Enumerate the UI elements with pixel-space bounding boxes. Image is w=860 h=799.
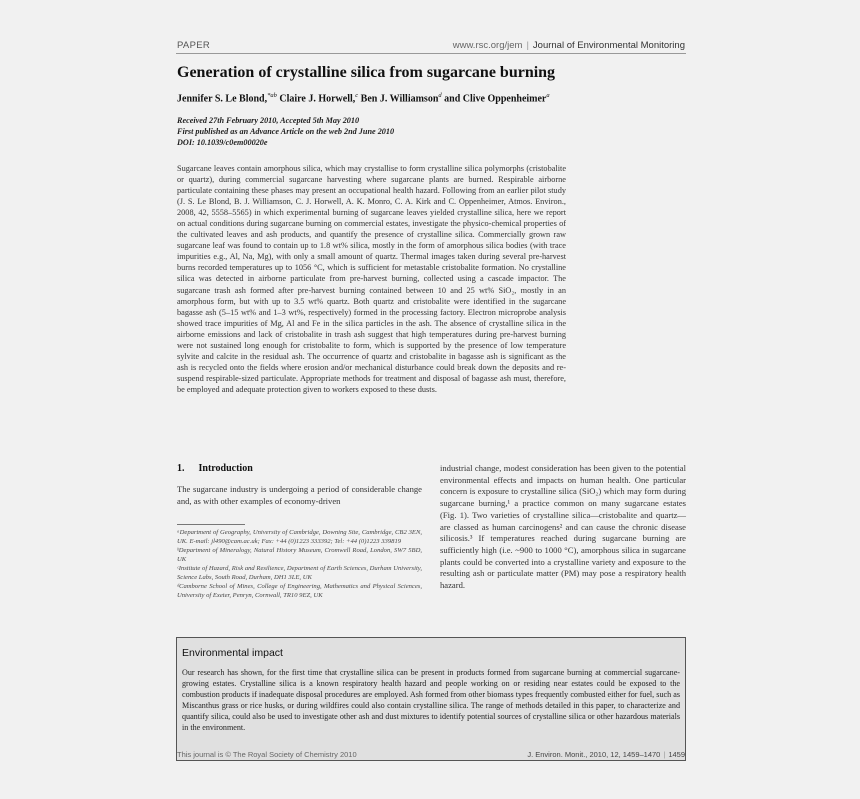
author-4: and Clive Oppenheimer [444, 93, 547, 105]
footnote-b: ᵇDepartment of Mineralogy, Natural History Museum, Cromwell Road, London, SW7 5BD, UK [177, 547, 422, 563]
footnote-a: ᵃDepartment of Geography, University of Cambridge, Downing Site, Cambridge, CB2 3EN, UK. E-mail: jl490@cam.ac.uk; Fax: +44 (0)1223 333392; Tel: +44 (0)1223 339819 [177, 529, 422, 545]
first-published-date: First published as an Advance Article on the web 2nd June 2010 [177, 127, 395, 136]
publication-dates [177, 115, 394, 148]
section-title: Introduction [198, 463, 253, 474]
author-2-affil: c [355, 92, 359, 99]
introduction-left-text: The sugarcane industry is undergoing a period of considerable change and, as with other examples of economy-driven [177, 484, 422, 506]
received-date: Received 27th February 2010, Accepted 5th May 2010 [177, 116, 360, 125]
journal-url[interactable]: www.rsc.org/jem [452, 40, 523, 51]
article-title: Generation of crystalline silica from sugarcane burning [177, 64, 556, 81]
footnote-c: ᶜInstitute of Hazard, Risk and Resilience, Department of Earth Sciences, Durham University, Science Labs, South Road, Durham, DH1 3LE, UK [177, 565, 422, 581]
journal-header: www.rsc.org/jem | Journal of Environmental Monitoring [452, 40, 685, 51]
author-1: Jennifer S. Le Blond, [177, 93, 268, 105]
header-rule [176, 53, 686, 54]
author-1-affil: *ab [267, 92, 277, 99]
author-3-affil: d [438, 92, 442, 99]
introduction-right-text: industrial change, modest consideration has been given to the potential environmental effects and impacts on human health. One particular concern is exposure to crystalline silica (SiO₂) which may form during sugarcane burning,¹ a practice common on many sugarcane estates (Fig. 1). Two varieties of crystalline silica—cristobalite and quartz—are classed as human carcinogens² and can cause the chronic disease silicosis.³ If temperatures reached during sugarcane burning are sufficiently high (i.e. ~900 to 1000 °C), amorphous silica in sugarcane plants could be converted into a crystalline variety and exposure to the resulting ash or particulate matter (PM) may pose a respiratory health hazard. [440, 463, 686, 591]
citation-footer: J. Environ. Monit., 2010, 12, 1459–1470 | 1459 [527, 750, 685, 759]
page-number: 1459 [668, 750, 685, 759]
author-4-affil: a [546, 92, 550, 99]
doi[interactable]: DOI: 10.1039/c0em00020e [177, 138, 268, 147]
environmental-impact-title: Environmental impact [182, 647, 283, 659]
footnote-rule [177, 524, 245, 525]
abstract: Sugarcane leaves contain amorphous silica, which may crystallise to form crystalline silica polymorphs (cristobalite or quartz), during commercial sugarcane harvesting where sugarcane plants are burned. Respirable airborne particulate containing these phases may present an occupational health hazard. Following from an earlier pilot study (J. S. Le Blond, B. J. Williamson, C. J. Horwell, A. K. Monro, C. A. Kirk and C. Oppenheimer, Atmos. Environ., 2008, 42, 5558–5565) in which experimental burning of sugarcane leaves yielded crystalline silica, here we report on actual conditions during sugarcane burning on commercial estates, investigate the physico-chemical properties of the cultivated leaves and ash products, and quantify the presence of crystalline silica. Commercially grown raw sugarcane leaf was found to contain up to 1.8 wt% silica, mostly in the form of amorphous silica bodies (with trace impurities e.g., Al, Na, Mg), with only a small amount of quartz. Thermal images taken during several pre-harvest burns recorded temperatures up to 1056 °C, which is sufficient for metastable cristobalite formation. No crystalline silica was detected in airborne particulate from pre-harvest burning, collected using a cascade impactor. The sugarcane trash ash formed after pre-harvest burning contained between 10 and 25 wt% SiO₂, mostly in an amorphous form, but with up to 3.5 wt% quartz. Both quartz and cristobalite were identified in the sugarcane bagasse ash (5–15 wt% and 1–3 wt%, respectively) formed in the processing factory. Electron microprobe analysis showed trace impurities of Mg, Al and Fe in the silica particles in the ash. The absence of crystalline silica in the airborne emissions and lack of cristobalite in trash ash suggest that high temperatures during pre-harvest burning were not sustained long enough for cristobalite to form, which is supported by the presence of low temperature sylvite and calcite in the residual ash. The occurrence of quartz and cristobalite in bagasse ash is significant as the ash is recycled onto the fields where erosion and/or mechanical disturbance could break down the deposits and re-suspend respirable-sized particulate. Appropriate methods for treatment and disposal of bagasse ash must, therefore, be employed and adequate protection given to workers exposed to these dusts. [177, 164, 566, 394]
section-label: PAPER [177, 40, 211, 51]
author-list [177, 92, 687, 104]
section-number: 1. [177, 463, 185, 474]
section-heading-introduction [177, 463, 422, 474]
author-3: Ben J. Williamson [360, 93, 439, 105]
environmental-impact-box [176, 637, 686, 761]
copyright-footer: This journal is © The Royal Society of Chemistry 2010 [177, 750, 357, 759]
environmental-impact-text: Our research has shown, for the first time that crystalline silica can be present in products formed from sugarcane burning at commercial sugarcane-growing estates. Crystalline silica is a known respiratory health hazard and people working on or residing near estates could be exposed to the combustion products if inadequate disposal procedures are employed. Ash formed from other biomass types frequently combusted either for fuel, such as Miscanthus grass or rice husks, or during wildfires could also contain crystalline silica. The range of methods detailed in this paper, to characterize and quantify silica, could also be used to investigate other ash and dust mixtures to identify potential sources of crystalline silica or other hazardous materials in the environment. [182, 668, 680, 733]
left-column [177, 463, 422, 507]
footnote-d: ᵈCamborne School of Mines, College of Engineering, Mathematics and Physical Sciences, University of Exeter, Penryn, Cornwall, TR10 9EZ, UK [177, 583, 422, 600]
journal-name: Journal of Environmental Monitoring [532, 40, 685, 51]
affiliation-footnotes [177, 529, 422, 601]
citation: J. Environ. Monit., 2010, 12, 1459–1470 [527, 750, 661, 759]
author-2: Claire J. Horwell, [279, 93, 356, 105]
